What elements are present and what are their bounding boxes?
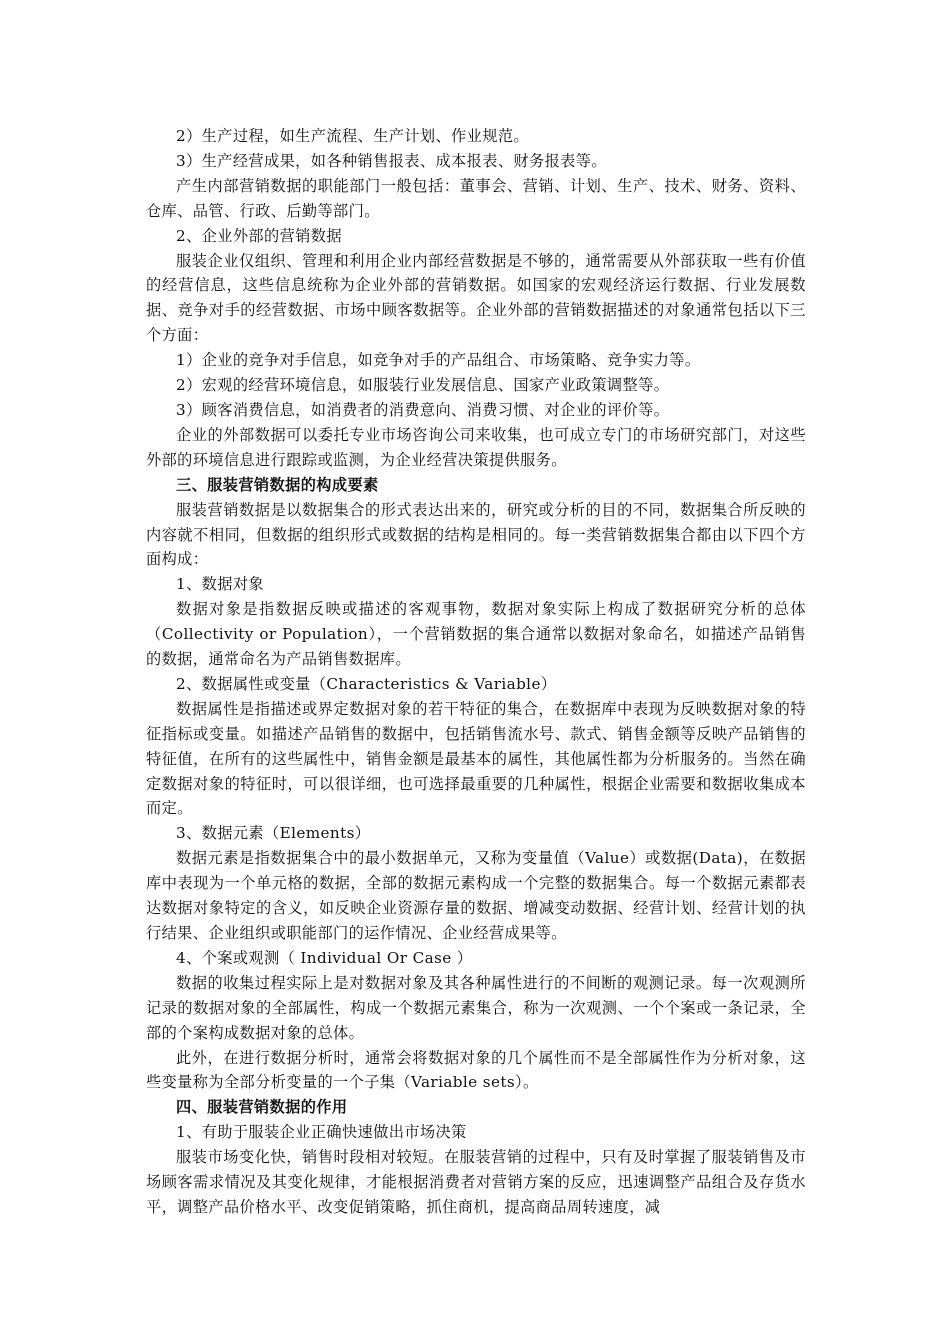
paragraph: 服装企业仅组织、管理和利用企业内部经营数据是不够的，通常需要从外部获取一些有价值的经营信息，这些信息统称为企业外部的营销数据。如国家的宏观经济运行数据、行业发展数据、竞争对手的经营数据、市场中顾客数据等。企业外部的营销数据描述的对象通常包括以下三个方面： bbox=[146, 251, 806, 345]
subsection-heading: 1、数据对象 bbox=[176, 575, 265, 594]
subsection-heading: 4、个案或观测（ Individual Or Case ） bbox=[176, 948, 473, 967]
paragraph: 数据的收集过程实际上是对数据对象及其各种属性进行的不间断的观测记录。每一次观测所记录的数据对象的全部属性，构成一个数据元素集合，称为一次观测、一个个案或一条记录，全部的个案构成数据对象的总体。 bbox=[146, 973, 806, 1042]
subsection-heading: 1、有助于服装企业正确快速做出市场决策 bbox=[176, 1123, 467, 1142]
subsection-heading: 2、数据属性或变量（Characteristics & Variable） bbox=[176, 674, 557, 693]
paragraph: 产生内部营销数据的职能部门一般包括：董事会、营销、计划、生产、技术、财务、资料、仓库、品管、行政、后勤等部门。 bbox=[146, 176, 806, 220]
paragraph: 数据对象是指数据反映或描述的客观事物，数据对象实际上构成了数据研究分析的总体（Collectivity or Population），一个营销数据的集合通常以数据对象命名，如描述产品销售的数据，通常命名为产品销售数据库。 bbox=[146, 600, 806, 669]
section-heading: 三、服装营销数据的构成要素 bbox=[176, 475, 379, 494]
section-heading: 四、服装营销数据的作用 bbox=[176, 1098, 348, 1117]
subsection-heading: 2、企业外部的营销数据 bbox=[176, 226, 342, 245]
paragraph: 服装市场变化快，销售时段相对较短。在服装营销的过程中，只有及时掌握了服装销售及市场顾客需求情况及其变化规律，才能根据消费者对营销方案的反应，迅速调整产品组合及存货水平，调整产品价格水平、改变促销策略，抓住商机，提高商品周转速度，减 bbox=[146, 1148, 806, 1216]
paragraph: 2）宏观的经营环境信息，如服装行业发展信息、国家产业政策调整等。 bbox=[176, 376, 670, 395]
document-body bbox=[146, 124, 806, 1220]
paragraph: 3）顾客消费信息，如消费者的消费意向、消费习惯、对企业的评价等。 bbox=[176, 400, 670, 419]
paragraph: 服装营销数据是以数据集合的形式表达出来的，研究或分析的目的不同，数据集合所反映的内容就不相同，但数据的组织形式或数据的结构是相同的。每一类营销数据集合都由以下四个方面构成： bbox=[146, 500, 806, 569]
paragraph: 2）生产过程，如生产流程、生产计划、作业规范。 bbox=[176, 127, 529, 145]
paragraph: 1）企业的竞争对手信息，如竞争对手的产品组合、市场策略、竞争实力等。 bbox=[176, 351, 701, 370]
paragraph: 数据元素是指数据集合中的最小数据单元，又称为变量值（Value）或数据(Data)，在数据库中表现为一个单元格的数据，全部的数据元素构成一个完整的数据集合。每一个数据元素都表达数据对象特定的含义，如反映企业资源存量的数据、增减变动数据、经营计划、经营计划的执行结果、企业组织或职能部门的运作情况、企业经营成果等。 bbox=[146, 849, 806, 942]
paragraph: 此外，在进行数据分析时，通常会将数据对象的几个属性而不是全部属性作为分析对象，这些变量称为全部分析变量的一个子集（Variable sets）。 bbox=[146, 1048, 806, 1092]
paragraph: 3）生产经营成果，如各种销售报表、成本报表、财务报表等。 bbox=[176, 151, 607, 170]
paragraph: 企业的外部数据可以委托专业市场咨询公司来收集，也可成立专门的市场研究部门，对这些外部的环境信息进行跟踪或监测，为企业经营决策提供服务。 bbox=[146, 425, 806, 469]
subsection-heading: 3、数据元素（Elements） bbox=[176, 824, 371, 843]
paragraph: 数据属性是指描述或界定数据对象的若干特征的集合，在数据库中表现为反映数据对象的特征指标或变量。如描述产品销售的数据中，包括销售流水号、款式、销售金额等反映产品销售的特征值，在所有的这些属性中，销售金额是最基本的属性，其他属性都为分析服务的。当然在确定数据对象的特征时，可以很详细，也可选择最重要的几种属性，根据企业需要和数据收集成本而定。 bbox=[146, 699, 806, 818]
